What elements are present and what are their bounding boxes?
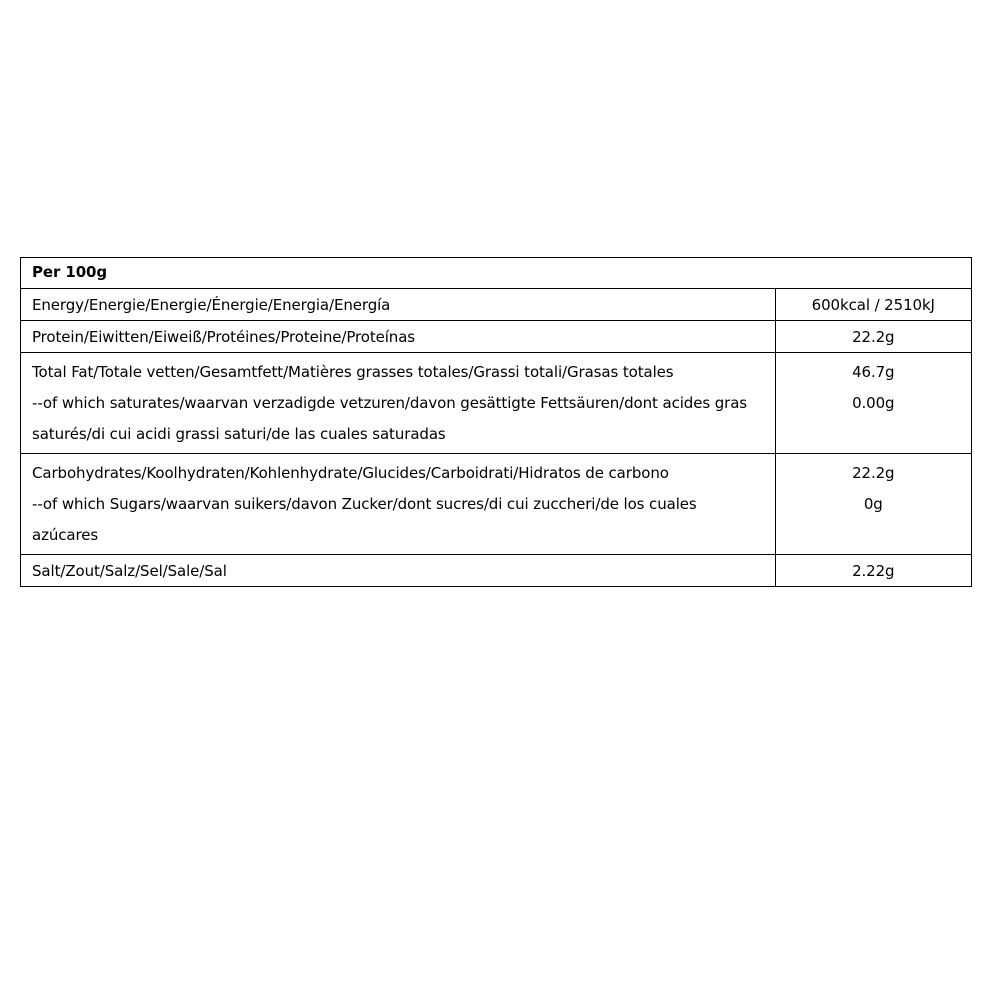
protein-label: Protein/Eiwitten/Eiweiß/Protéines/Proteine/Proteínas (21, 321, 776, 353)
table-header-row (21, 258, 972, 289)
fat-label-cell (21, 353, 776, 454)
table-row-protein (21, 321, 972, 353)
fat-label: Total Fat/Totale vetten/Gesamtfett/Matières grasses totales/Grassi totali/Grasas totales (32, 363, 674, 381)
salt-label: Salt/Zout/Salz/Sel/Sale/Sal (21, 555, 776, 587)
energy-label: Energy/Energie/Energie/Énergie/Energia/Energía (21, 289, 776, 321)
carbohydrates-label: Carbohydrates/Koolhydraten/Kohlenhydrate/Glucides/Carboidrati/Hidratos de carbono (32, 464, 669, 482)
table-row-carbohydrates (21, 454, 972, 555)
fat-value: 46.7g (852, 363, 895, 381)
protein-value: 22.2g (775, 321, 971, 353)
salt-value: 2.22g (775, 555, 971, 587)
saturates-label: --of which saturates/waarvan verzadigde vetzuren/davon gesättigte Fettsäuren/dont acides gras saturés/di cui acidi grassi saturi/de las cuales saturadas (32, 394, 748, 443)
table-row-energy (21, 289, 972, 321)
saturates-value: 0.00g (852, 394, 895, 412)
table-row-salt (21, 555, 972, 587)
energy-value: 600kcal / 2510kJ (775, 289, 971, 321)
carbohydrates-value-cell (775, 454, 971, 555)
fat-value-cell (775, 353, 971, 454)
sugars-value: 0g (863, 495, 883, 513)
sugars-label: --of which Sugars/waarvan suikers/davon Zucker/dont sucres/di cui zuccheri/de los cuales azúcares (32, 495, 697, 544)
nutrition-table (20, 257, 972, 587)
table-row-fat (21, 353, 972, 454)
table-header: Per 100g (21, 258, 972, 289)
carbohydrates-value: 22.2g (852, 464, 895, 482)
carbohydrates-label-cell (21, 454, 776, 555)
